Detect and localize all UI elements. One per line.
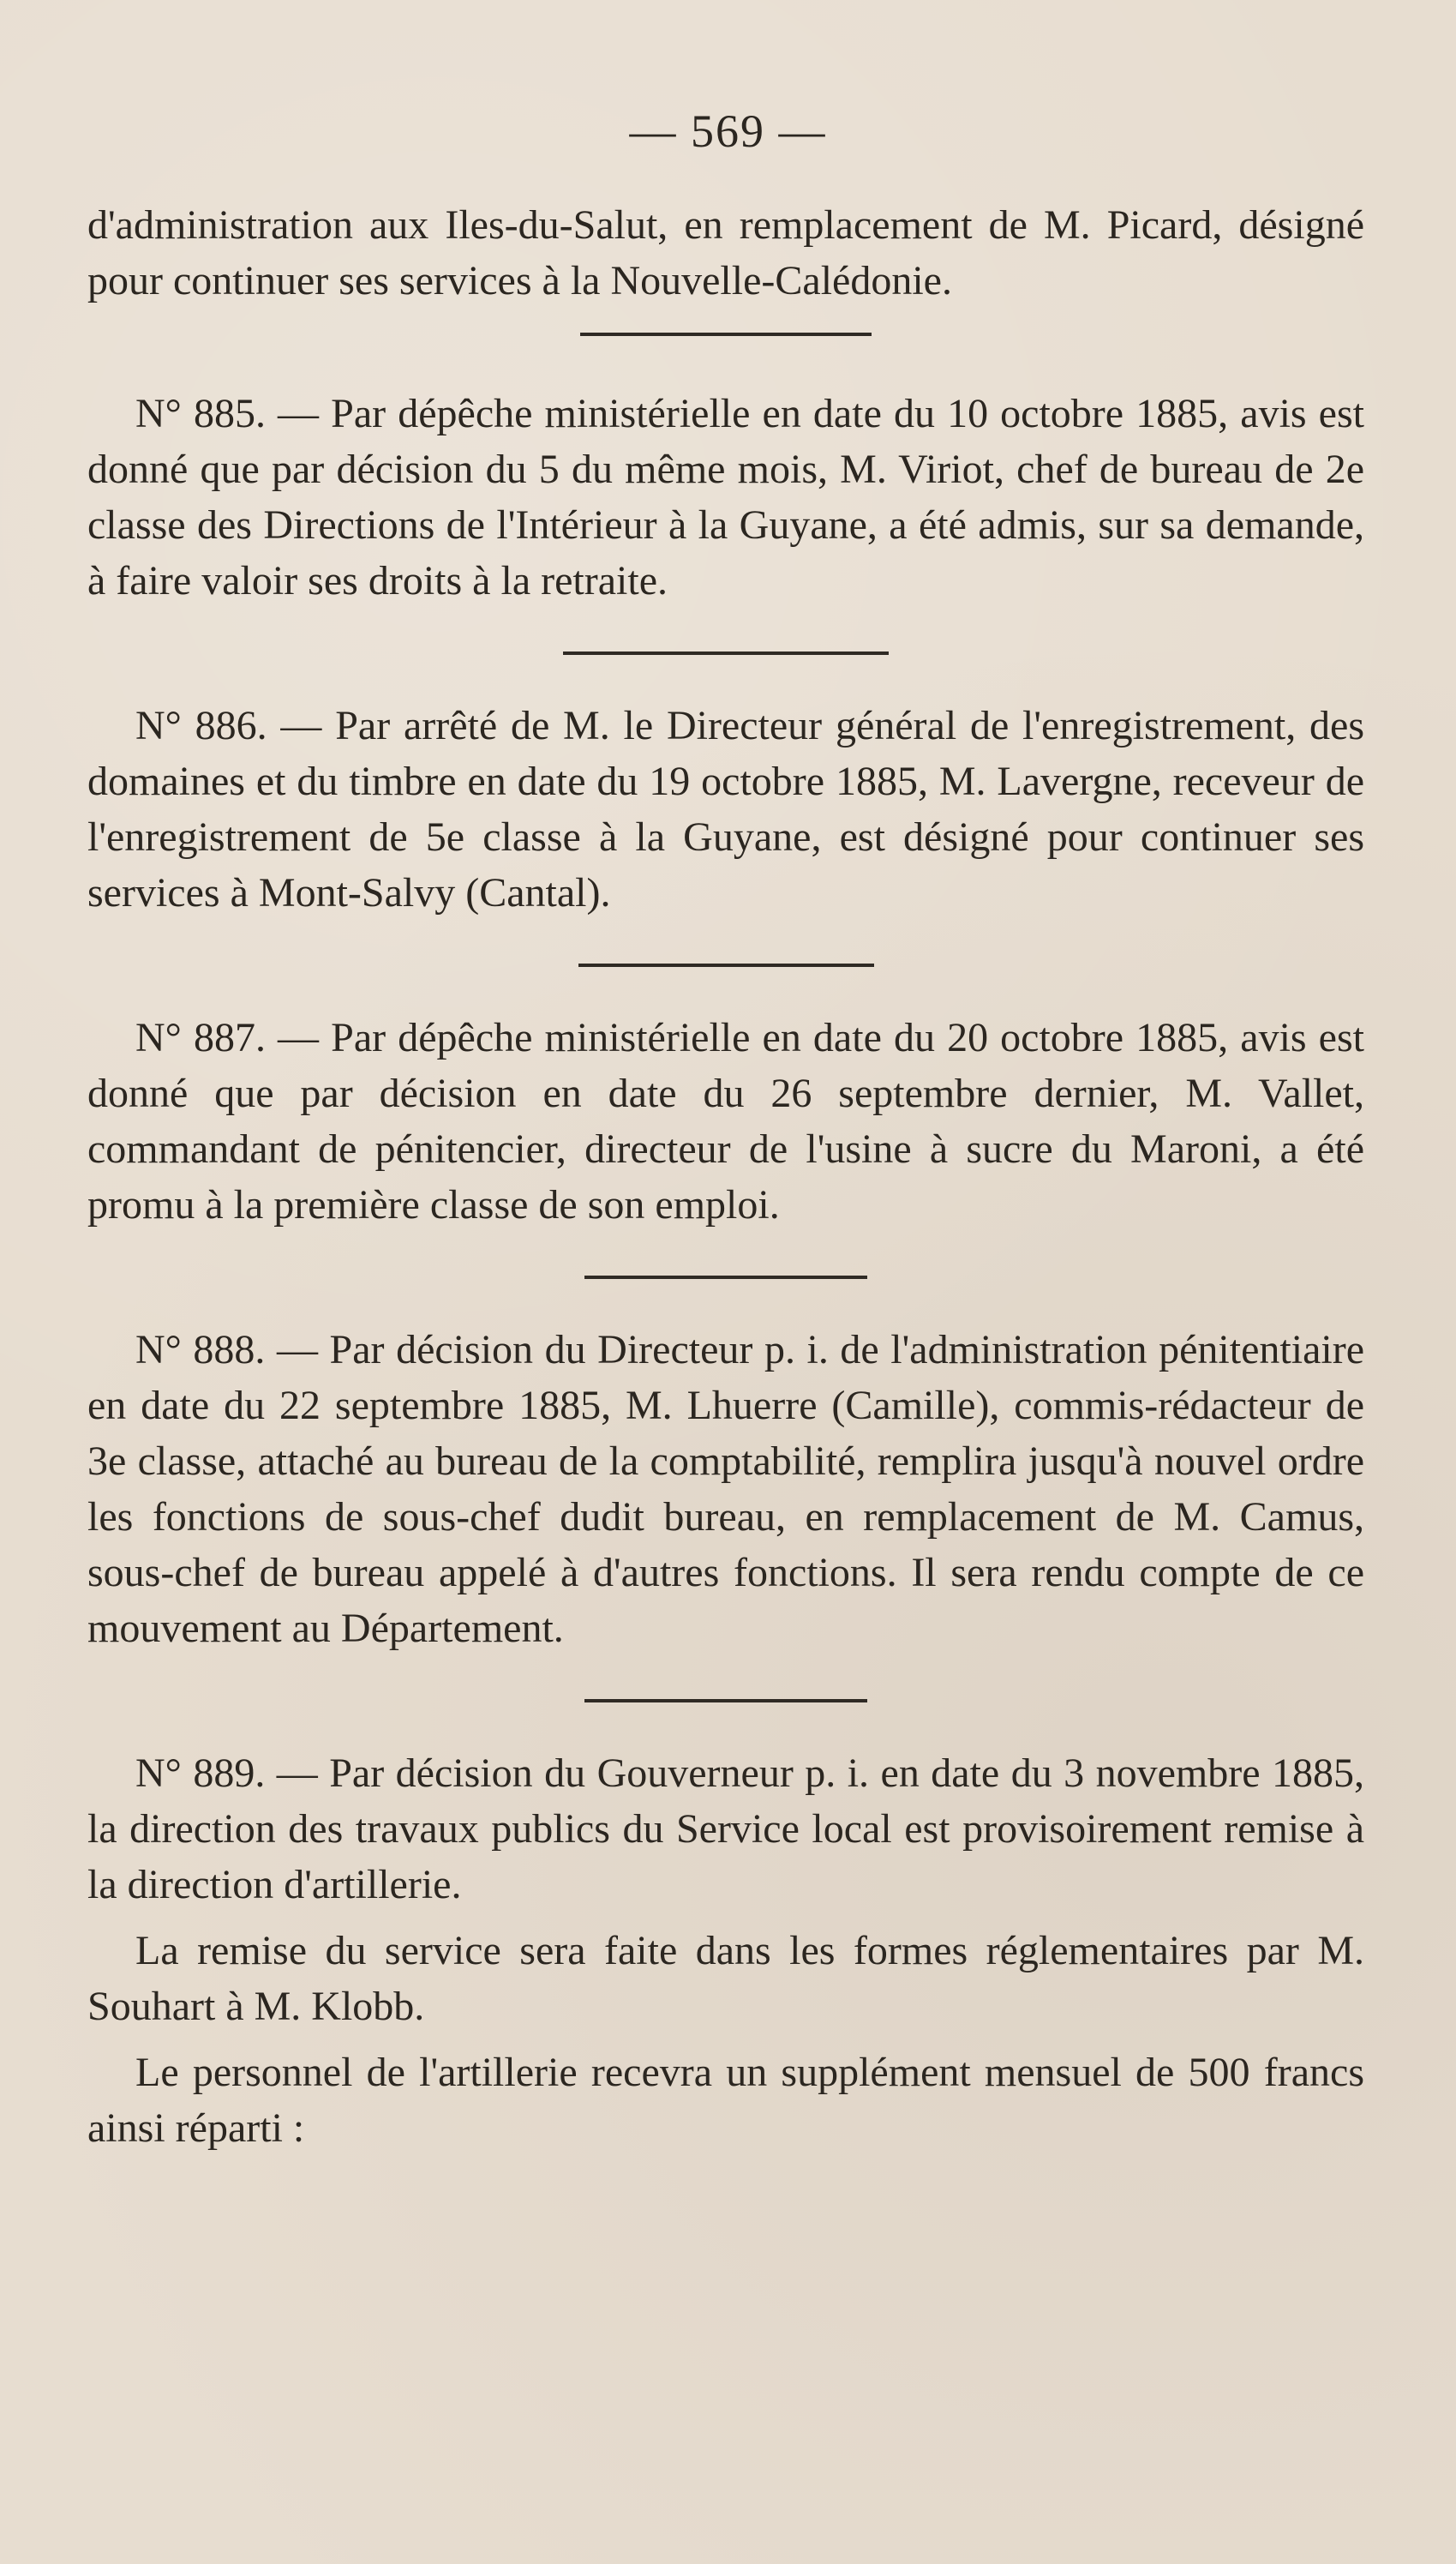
continuation-paragraph-1: La remise du service sera faite dans les formes réglementaires par M. Souhart à M. Klobb.: [87, 1928, 1364, 2029]
intro-paragraph: d'administration aux Iles-du-Salut, en remplacement de M. Picard, désigné pour continuer ses services à la Nouvelle-Calédonie.: [87, 202, 1364, 303]
separator-rule: [563, 652, 889, 655]
paragraph-gap: [87, 1912, 1364, 1923]
notice-886: N° 886. — Par arrêté de M. le Directeur général de l'enregistrement, des domaines et du timbre en date du 19 octobre 1885, M. Lavergne, receveur de l'enregistrement de 5e classe à la Guyane, est désigné pour continuer ses services à Mont-Salvy (Cantal).: [87, 703, 1364, 916]
separator-rule: [584, 1699, 867, 1702]
document-content: [87, 197, 1364, 2156]
continuation-paragraph-2: Le personnel de l'artillerie recevra un supplément mensuel de 500 francs ainsi réparti :: [87, 2050, 1364, 2151]
separator-rule: [584, 1276, 867, 1279]
notice-887: N° 887. — Par dépêche ministérielle en date du 20 octobre 1885, avis est donné que par décision en date du 26 septembre dernier, M. Vallet, commandant de pénitencier, directeur de l'usine à sucre du Maroni, a été promu à la première classe de son emploi.: [87, 1015, 1364, 1228]
notice-885: N° 885. — Par dépêche ministérielle en date du 10 octobre 1885, avis est donné que par décision du 5 du même mois, M. Viriot, chef de bureau de 2e classe des Directions de l'Intérieur à la Guyane, a été admis, sur sa demande, à faire valoir ses droits à la retraite.: [87, 391, 1364, 603]
separator-rule: [580, 333, 872, 336]
notice-889: N° 889. — Par décision du Gouverneur p. i. en date du 3 novembre 1885, la direction des travaux publics du Service local est provisoirement remise à la direction d'artillerie.: [87, 1750, 1364, 1907]
page-number: — 569 —: [629, 105, 827, 157]
paragraph-gap: [87, 2034, 1364, 2045]
notice-888: N° 888. — Par décision du Directeur p. i. de l'administration pénitentiaire en date du 22 septembre 1885, M. Lhuerre (Camille), commis-rédacteur de 3e classe, attaché au bureau de la comptabilité, remplira jusqu'à nouvel ordre les fonctions de sous-chef dudit bureau, en remplacement de M. Camus, sous-chef de bureau appelé à d'autres fonctions. Il sera rendu compte de ce mouvement au Département.: [87, 1327, 1364, 1651]
separator-rule: [578, 964, 874, 967]
